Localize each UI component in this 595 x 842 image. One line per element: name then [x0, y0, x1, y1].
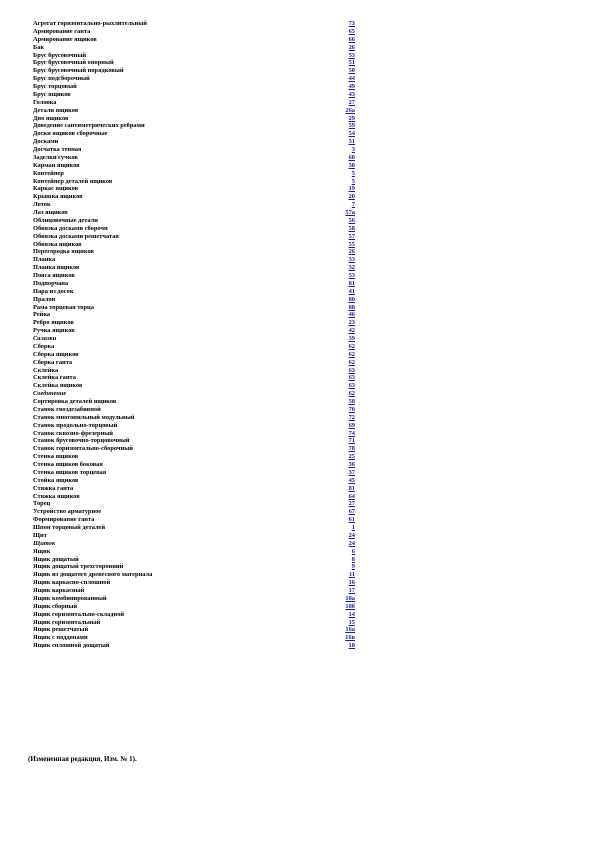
index-term: Дно ящиков: [33, 114, 69, 122]
index-page-link[interactable]: 63: [348, 366, 355, 374]
index-row: [33, 579, 355, 587]
index-page-link[interactable]: 31: [348, 138, 355, 146]
index-row: [33, 209, 355, 217]
index-page-link[interactable]: 41: [348, 287, 355, 295]
index-page-link[interactable]: 54: [348, 130, 355, 138]
index-page-link[interactable]: 55: [348, 240, 355, 248]
index-row: [33, 185, 355, 193]
index-term: Ящик из дощатого древесного материала: [33, 571, 153, 579]
index-row: [33, 524, 355, 532]
index-row: [33, 382, 355, 390]
index-term: Армирование ящиков: [33, 35, 97, 43]
index-term: Лаз ящиков: [33, 209, 68, 216]
index-term: Армирование ганта: [33, 27, 91, 35]
index-page-link[interactable]: 53: [348, 272, 355, 279]
index-row: [33, 351, 355, 359]
index-page-link[interactable]: 53: [348, 51, 355, 59]
index-term: Лоток: [33, 201, 51, 209]
index-page-link[interactable]: 51: [348, 59, 355, 67]
index-term: Склейка ганта: [33, 374, 76, 382]
index-row: [33, 619, 355, 627]
index-term: Брус подсборочный: [33, 75, 90, 83]
index-page-link[interactable]: 29: [348, 114, 355, 122]
index-page-link[interactable]: 18б: [345, 602, 355, 610]
index-row: [33, 264, 355, 272]
index-term: Планка ящиков: [33, 264, 80, 272]
index-term: Ящик дощатый трехсторонний: [33, 563, 124, 571]
index-page-link[interactable]: 66: [348, 35, 355, 43]
index-row: [33, 107, 355, 115]
term-index: [33, 20, 355, 650]
index-term: Пралон: [33, 295, 56, 303]
index-term: Ящик горизонтально-складной: [33, 610, 125, 618]
index-term: Обвязка досками сборочн: [33, 224, 108, 232]
index-row: [33, 272, 355, 280]
index-page-link[interactable]: 19: [348, 185, 355, 193]
index-page-link[interactable]: 46: [348, 311, 355, 319]
index-term: Детали ящиков: [33, 106, 79, 114]
index-row: [33, 485, 355, 493]
index-row: [33, 115, 355, 123]
index-page-link[interactable]: 60: [348, 153, 355, 161]
index-term: Сборка ящиков: [33, 350, 79, 358]
index-page-link[interactable]: 73: [348, 20, 355, 27]
index-term: Щиток: [33, 539, 56, 547]
index-page-link[interactable]: 43: [348, 90, 355, 98]
index-term: Ящик: [33, 547, 51, 555]
index-page-link[interactable]: 9: [351, 563, 355, 571]
index-page-link[interactable]: 42: [348, 327, 355, 335]
index-row: [33, 437, 355, 445]
index-row: [33, 280, 355, 288]
index-row: [33, 241, 355, 249]
index-row: [33, 248, 355, 256]
index-row: [33, 67, 355, 75]
index-term: Ящик горизонтальный: [33, 618, 101, 626]
index-row: [33, 548, 355, 556]
index-row: [33, 233, 355, 241]
index-term: Торец: [33, 500, 51, 508]
index-row: [33, 170, 355, 178]
index-page-link[interactable]: 67: [348, 508, 355, 516]
index-term: Контейнер деталей ящиков: [33, 177, 113, 185]
index-term: Склейка ящиков: [33, 382, 83, 390]
index-term: Досками: [33, 138, 59, 146]
index-term: Ящик комбинированный: [33, 594, 107, 602]
index-page-link[interactable]: 63: [348, 374, 355, 382]
index-term: Облицовочные детали: [33, 216, 98, 224]
index-term: Планка: [33, 256, 56, 264]
index-row: [33, 225, 355, 233]
index-term: Станок продольно-торцовый: [33, 421, 118, 429]
index-row: [33, 343, 355, 351]
index-page-link[interactable]: 61: [348, 516, 355, 524]
index-term: Брус торцовый: [33, 83, 77, 90]
index-page-link[interactable]: 1: [351, 524, 355, 531]
index-row: [33, 563, 355, 571]
index-page-link[interactable]: 81: [348, 484, 355, 492]
index-page-link[interactable]: 14: [348, 610, 355, 618]
index-row: [33, 335, 355, 343]
index-row: [33, 406, 355, 414]
index-row: [33, 422, 355, 430]
index-term: Стяжка ганта: [33, 484, 74, 492]
amendment-note: (Измененная редакция, Изм. № 1).: [28, 755, 137, 763]
index-page-link[interactable]: 58: [348, 224, 355, 232]
index-term: Сборка: [33, 342, 55, 350]
index-page-link[interactable]: 57: [348, 232, 355, 240]
index-page-link[interactable]: 26: [348, 43, 355, 51]
index-row: [33, 138, 355, 146]
index-page-link[interactable]: 27: [348, 500, 355, 508]
index-term: Брус брусовочный опорный: [33, 59, 114, 67]
index-page-link[interactable]: 3: [351, 146, 355, 153]
index-term: Ящик каркасно-сплошной: [33, 579, 111, 587]
index-page-link[interactable]: 16: [348, 579, 355, 587]
index-row: [33, 374, 355, 382]
index-row: [33, 162, 355, 170]
index-page-link[interactable]: 18: [348, 642, 355, 650]
index-row: [33, 532, 355, 540]
index-row: [33, 390, 355, 398]
index-term: Заделки сучков: [33, 153, 78, 161]
index-term: Стенка ящиков торцевая: [33, 468, 107, 476]
index-row: [33, 508, 355, 516]
index-term: Брус брусовочный порядковый: [33, 67, 124, 75]
index-page-link[interactable]: 27: [348, 98, 355, 106]
index-term: Щит: [33, 531, 47, 539]
index-row: [33, 256, 355, 264]
index-term: Рейка: [33, 311, 51, 319]
index-row: [33, 587, 355, 595]
index-row: [33, 36, 355, 44]
index-row: [33, 634, 355, 642]
index-page-link[interactable]: 59: [348, 122, 355, 130]
index-page-link[interactable]: 74: [348, 429, 355, 437]
index-term: Станок многопильный модульный: [33, 413, 135, 421]
index-page-link[interactable]: 25: [348, 453, 355, 461]
index-page-link[interactable]: 64: [348, 492, 355, 500]
index-term: Бак: [33, 43, 45, 51]
index-page-link[interactable]: 65: [348, 27, 355, 35]
index-term: Ящик сплошной дощатый: [33, 642, 110, 650]
index-row: [33, 571, 355, 579]
index-row: [33, 430, 355, 438]
index-term: Пара из досок: [33, 287, 74, 295]
index-row: [33, 44, 355, 52]
index-row: [33, 75, 355, 83]
index-row: [33, 367, 355, 375]
index-page-link[interactable]: 78: [348, 445, 355, 453]
index-row: [33, 611, 355, 619]
index-page-link[interactable]: 18а: [345, 594, 355, 602]
index-row: [33, 288, 355, 296]
index-page-link[interactable]: 63: [348, 382, 355, 390]
index-page-link[interactable]: 62: [348, 342, 355, 350]
index-term: Карман ящиков: [33, 161, 80, 169]
index-row: [33, 146, 355, 154]
index-term: Каркас ящиков: [33, 185, 79, 193]
index-page-link[interactable]: 69: [348, 421, 355, 429]
index-row: [33, 540, 355, 548]
index-row: [33, 626, 355, 634]
index-page-link[interactable]: 88: [348, 303, 355, 311]
index-page-link[interactable]: 62: [348, 350, 355, 358]
index-term: Соединение: [33, 390, 67, 398]
index-row: [33, 642, 355, 650]
index-page-link[interactable]: 16в: [345, 634, 355, 642]
index-page-link[interactable]: 44: [348, 75, 355, 83]
index-page-link[interactable]: 23: [348, 319, 355, 327]
index-row: [33, 154, 355, 162]
index-row: [33, 52, 355, 60]
index-term: Досчатка тенная: [33, 146, 82, 153]
index-row: [33, 327, 355, 335]
index-term: Ящик дощатый: [33, 555, 79, 563]
index-page-link[interactable]: 5: [351, 169, 355, 177]
index-term: Рама торцевая торца: [33, 303, 94, 311]
index-page-link[interactable]: 45: [348, 476, 355, 484]
index-term: Ящик сборный: [33, 602, 78, 610]
index-row: [33, 122, 355, 130]
index-page-link[interactable]: 32: [348, 264, 355, 272]
index-row: [33, 296, 355, 304]
index-row: [33, 130, 355, 138]
index-term: Формирование ганта: [33, 516, 95, 524]
index-term: Ящик каркасный: [33, 587, 85, 594]
index-row: [33, 453, 355, 461]
index-term: Перегородка ящиков: [33, 248, 94, 256]
index-page-link[interactable]: 71: [348, 437, 355, 445]
index-row: [33, 59, 355, 67]
index-term: Станок горизонтально-сборочный: [33, 445, 133, 453]
index-term: Подпорчана: [33, 279, 69, 287]
index-term: Брус ящиков: [33, 90, 71, 98]
index-page-link[interactable]: 24: [348, 531, 355, 539]
index-term: Сортировка деталей ящиков: [33, 398, 117, 405]
index-term: Сборка ганта: [33, 358, 73, 366]
index-term: Устройство арматурное: [33, 508, 102, 516]
index-term: Стяжка ящиков: [33, 492, 80, 500]
index-row: [33, 493, 355, 501]
index-row: [33, 556, 355, 564]
index-page-link[interactable]: 30: [348, 161, 355, 169]
index-term: Склейка: [33, 366, 59, 374]
index-page-link[interactable]: 81: [348, 279, 355, 287]
index-page-link[interactable]: 17: [348, 587, 355, 594]
index-row: [33, 469, 355, 477]
index-page-link[interactable]: 36: [348, 461, 355, 468]
index-page-link[interactable]: 20: [348, 193, 355, 201]
index-page-link[interactable]: 50: [348, 67, 355, 75]
index-page-link[interactable]: 7: [351, 201, 355, 209]
index-row: [33, 20, 355, 28]
index-term: Станок сквозно-фрезерный: [33, 429, 113, 437]
index-page-link[interactable]: 37: [348, 468, 355, 476]
index-term: Контейнер: [33, 169, 64, 177]
index-row: [33, 99, 355, 107]
index-term: Станок гвоздезабивной: [33, 405, 101, 413]
index-row: [33, 201, 355, 209]
index-page-link[interactable]: 57а: [345, 209, 355, 216]
index-row: [33, 193, 355, 201]
index-term: Головка: [33, 98, 57, 106]
index-term: Ручка ящиков: [33, 327, 75, 335]
index-page-link[interactable]: 49: [348, 83, 355, 90]
index-page-link[interactable]: 8: [351, 555, 355, 563]
index-row: [33, 516, 355, 524]
index-page-link[interactable]: 70: [348, 405, 355, 413]
index-page-link[interactable]: 16а: [345, 626, 355, 634]
index-row: [33, 311, 355, 319]
index-row: [33, 178, 355, 186]
index-page-link[interactable]: 24: [348, 539, 355, 547]
index-page-link[interactable]: 80: [348, 295, 355, 303]
index-row: [33, 477, 355, 485]
index-page-link[interactable]: 72: [348, 413, 355, 421]
index-term: Стенка ящиков: [33, 453, 79, 461]
index-term: Обвязка ящиков: [33, 240, 82, 248]
index-term: Пояса ящиков: [33, 272, 75, 279]
index-page-link[interactable]: 5: [351, 177, 355, 185]
index-term: Брус брусовочный: [33, 51, 87, 59]
index-page-link[interactable]: 62: [348, 358, 355, 366]
index-term: Шпон торцовый деталей: [33, 524, 106, 531]
index-page-link[interactable]: 26а: [345, 106, 355, 114]
index-page-link[interactable]: 58: [348, 398, 355, 405]
index-term: Агрегат горизонтально-рыхлительный: [33, 20, 147, 27]
index-term: Стенка ящиков боковая: [33, 461, 103, 468]
index-row: [33, 91, 355, 99]
index-row: [33, 500, 355, 508]
index-row: [33, 28, 355, 36]
index-row: [33, 445, 355, 453]
index-page-link[interactable]: 6: [351, 547, 355, 555]
index-row: [33, 461, 355, 469]
index-row: [33, 414, 355, 422]
index-row: [33, 595, 355, 603]
index-term: Обвязка досками решетчатая: [33, 232, 119, 240]
index-row: [33, 359, 355, 367]
index-row: [33, 603, 355, 611]
index-row: [33, 398, 355, 406]
index-page-link[interactable]: 39: [348, 335, 355, 342]
index-term: Доведение сантиметрических ребрами: [33, 122, 145, 130]
index-term: Салазки: [33, 335, 57, 342]
index-page-link[interactable]: 56: [348, 216, 355, 224]
index-row: [33, 217, 355, 225]
index-page-link[interactable]: 62: [348, 390, 355, 398]
index-page-link[interactable]: 15: [348, 618, 355, 626]
index-term: Крышка ящиков: [33, 193, 83, 201]
index-term: Ящик с поддонами: [33, 634, 88, 642]
index-page-link[interactable]: 33: [348, 256, 355, 264]
index-term: Доски ящиков сборочные: [33, 130, 108, 138]
index-row: [33, 319, 355, 327]
index-page-link[interactable]: 11: [348, 571, 355, 579]
index-term: Ребро ящиков: [33, 319, 74, 327]
index-term: Стойка ящиков: [33, 476, 79, 484]
index-term: Ящик решетчатый: [33, 626, 89, 634]
index-term: Станок брусовочно-торцовочный: [33, 437, 130, 445]
index-row: [33, 83, 355, 91]
index-row: [33, 304, 355, 312]
index-page-link[interactable]: 26: [348, 248, 355, 256]
